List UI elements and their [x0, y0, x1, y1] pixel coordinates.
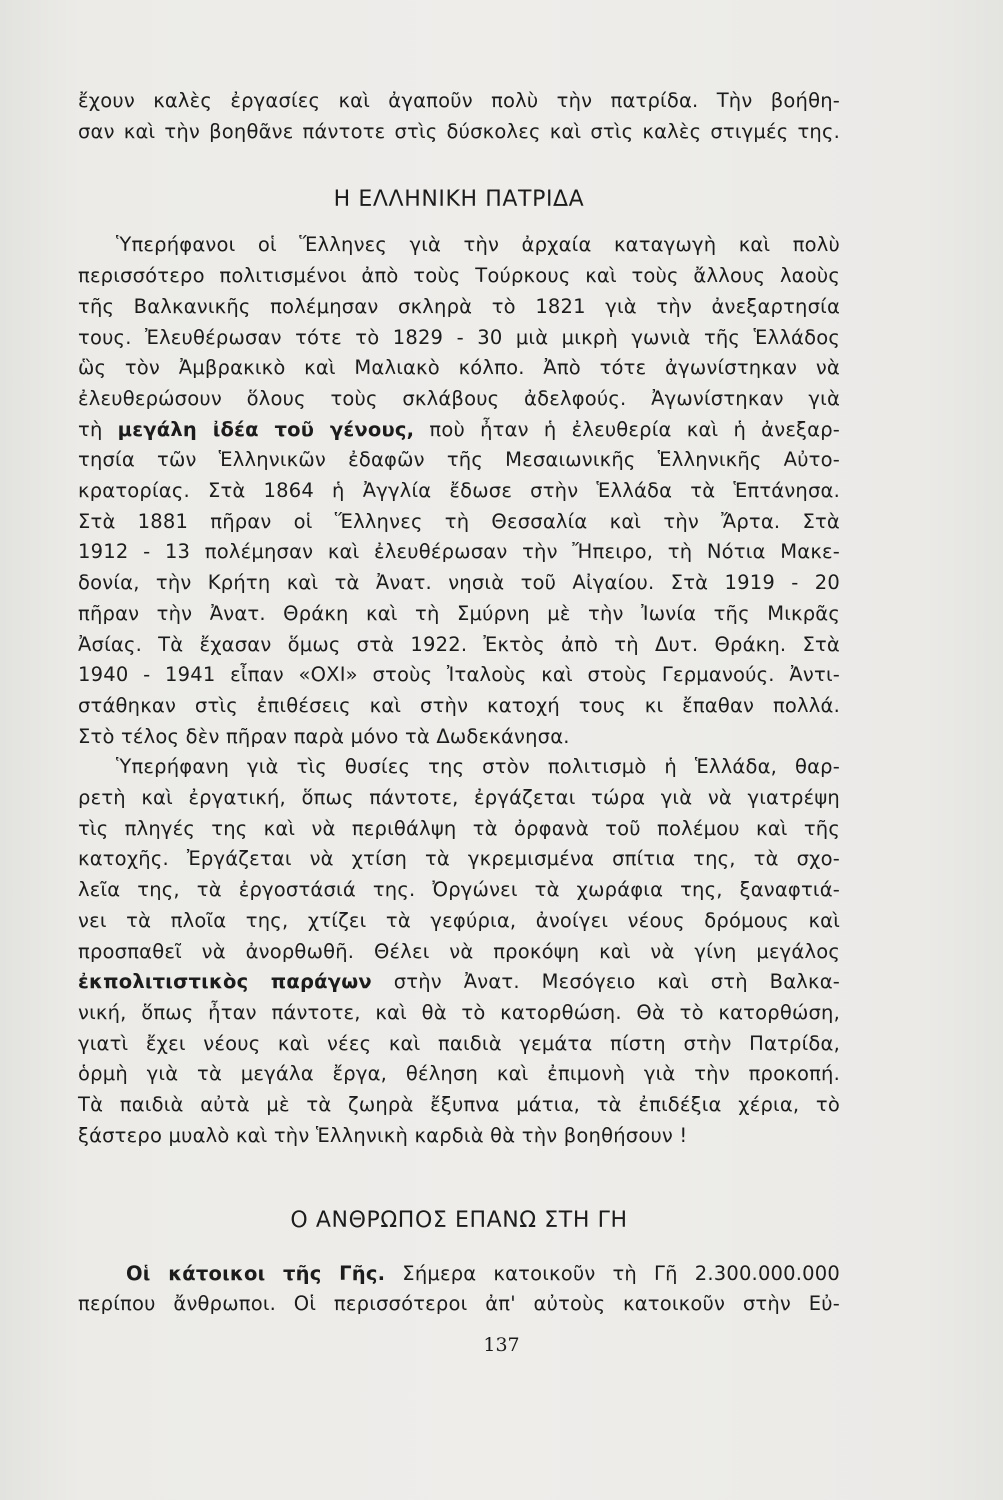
- text-line: σαν καὶ τὴν βοηθᾶνε πάντοτε στὶς δύσκολες καὶ στὶς καλὲς στιγμές της.: [78, 119, 840, 143]
- section-title: Η ΕΛΛΗΝΙΚΗ ΠΑΤΡΙΔΑ: [333, 187, 585, 213]
- text-line: Στὸ τέλος δὲν πῆραν παρὰ μόνο τὰ Δωδεκάνησα.: [78, 724, 570, 748]
- text-line: τησία τῶν Ἑλληνικῶν ἐδαφῶν τῆς Μεσαιωνικῆς Ἑλληνικῆς Αὐτο-: [78, 448, 840, 472]
- text-segment: ποὺ ἦταν ἡ ἐλευθερία καὶ ἡ ἀνεξαρ-: [414, 417, 841, 441]
- text-line: λεῖα της, τὰ ἐργοστάσιά της. Ὀργώνει τὰ χωράφια της, ξαναφτιά-: [78, 878, 840, 902]
- text-line: προσπαθεῖ νὰ ἀνορθωθῆ. Θέλει νὰ προκόψη καὶ νὰ γίνη μεγάλος: [78, 939, 840, 963]
- text-line: Ὑπερήφανη γιὰ τὶς θυσίες της στὸν πολιτισμὸ ἡ Ἑλλάδα, θαρ-: [116, 755, 840, 779]
- text-line: ὁρμὴ γιὰ τὰ μεγάλα ἔργα, θέληση καὶ ἐπιμονὴ γιὰ τὴν προκοπή.: [78, 1062, 840, 1086]
- text-line: γιατὶ ἔχει νέους καὶ νέες καὶ παιδιὰ γεμάτα πίστη στὴν Πατρίδα,: [78, 1031, 840, 1055]
- text-line: στάθηκαν στὶς ἐπιθέσεις καὶ στὴν κατοχή τους κι ἔπαθαν πολλά.: [78, 693, 840, 717]
- text-line: 1912 - 13 πολέμησαν καὶ ἐλευθέρωσαν τὴν Ἤπειρο, τὴ Νότια Μακε-: [78, 540, 840, 564]
- text-line: 1940 - 1941 εἶπαν «ΟΧΙ» στοὺς Ἰταλοὺς καὶ στοὺς Γερμανούς. Ἀντι-: [78, 663, 840, 687]
- text-line: περίπου ἄνθρωποι. Οἱ περισσότεροι ἀπ' αὐτοὺς κατοικοῦν στὴν Εὐ-: [78, 1292, 840, 1316]
- text-segment: στὴν Ἀνατ. Μεσόγειο καὶ στὴ Βαλκα-: [371, 970, 840, 994]
- text-line: πῆραν τὴν Ἀνατ. Θράκη καὶ τὴ Σμύρνη μὲ τὴν Ἰωνία τῆς Μικρᾶς: [78, 601, 840, 625]
- bold-phrase: Οἱ κάτοικοι τῆς Γῆς.: [126, 1261, 386, 1285]
- text-line: Ὑπερήφανοι οἱ Ἕλληνες γιὰ τὴν ἀρχαία καταγωγὴ καὶ πολὺ: [116, 233, 840, 257]
- text-line: τῆς Βαλκανικῆς πολέμησαν σκληρὰ τὸ 1821 γιὰ τὴν ἀνεξαρτησία: [78, 294, 840, 318]
- text-line: κρατορίας. Στὰ 1864 ἡ Ἀγγλία ἔδωσε στὴν Ἑλλάδα τὰ Ἑπτάνησα.: [78, 479, 840, 503]
- text-line: ξάστερο μυαλὸ καὶ τὴν Ἑλληνικὴ καρδιὰ θὰ τὴν βοηθήσουν !: [78, 1123, 688, 1147]
- page-number: 137: [483, 1334, 520, 1356]
- text-line: [78, 415, 840, 446]
- bold-phrase: ἐκπολιτιστικὸς παράγων: [78, 970, 372, 994]
- text-line: νική, ὅπως ἦταν πάντοτε, καὶ θὰ τὸ κατορθώση. Θὰ τὸ κατορθώση,: [78, 1000, 840, 1024]
- text-segment: Σήμερα κατοικοῦν τὴ Γῆ 2.300.000.000: [385, 1261, 840, 1285]
- text-line: ρετὴ καὶ ἐργατική, ὅπως πάντοτε, ἐργάζεται τώρα γιὰ νὰ γιατρέψη: [78, 786, 840, 810]
- text-line: Τὰ παιδιὰ αὐτὰ μὲ τὰ ζωηρὰ ἔξυπνα μάτια, τὰ ἐπιδέξια χέρια, τὸ: [78, 1093, 840, 1117]
- text-line: ἐλευθερώσουν ὅλους τοὺς σκλάβους ἀδελφούς. Ἀγωνίστηκαν γιὰ: [78, 386, 840, 410]
- text-segment: τὴ: [78, 417, 118, 441]
- text-line: Στὰ 1881 πῆραν οἱ Ἕλληνες τὴ Θεσσαλία καὶ τὴν Ἄρτα. Στὰ: [78, 509, 840, 533]
- text-line: ἔχουν καλὲς ἐργασίες καὶ ἀγαποῦν πολὺ τὴν πατρίδα. Τὴν βοήθη-: [78, 89, 840, 112]
- text-line: [78, 1259, 840, 1290]
- bold-phrase: μεγάλη ἰδέα τοῦ γένους,: [117, 417, 415, 441]
- text-line: νει τὰ πλοῖα της, χτίζει τὰ γεφύρια, ἀνοίγει νέους δρόμους καὶ: [78, 908, 840, 932]
- intro-paragraph: [78, 86, 840, 147]
- section-title: Ο ΑΝΘΡΩΠΟΣ ΕΠΑΝΩ ΣΤΗ ΓΗ: [290, 1207, 628, 1233]
- text-line: Ἀσίας. Τὰ ἔχασαν ὅμως στὰ 1922. Ἐκτὸς ἀπὸ τὴ Δυτ. Θράκη. Στὰ: [78, 632, 840, 656]
- text-line: δονία, τὴν Κρήτη καὶ τὰ Ἀνατ. νησιὰ τοῦ Αἰγαίου. Στὰ 1919 - 20: [78, 571, 840, 595]
- paragraph: [78, 752, 840, 1151]
- text-line: [78, 967, 840, 998]
- text-line: περισσότερο πολιτισμένοι ἀπὸ τοὺς Τούρκους καὶ τοὺς ἄλλους λαοὺς: [78, 264, 840, 288]
- paragraph: [78, 230, 840, 752]
- text-line: κατοχῆς. Ἐργάζεται νὰ χτίση τὰ γκρεμισμένα σπίτια της, τὰ σχο-: [78, 847, 840, 871]
- paragraph: [78, 1259, 840, 1320]
- text-line: ὣς τὸν Ἀμβρακικὸ καὶ Μαλιακὸ κόλπο. Ἀπὸ τότε ἀγωνίστηκαν νὰ: [78, 356, 840, 380]
- text-column: [78, 86, 840, 1320]
- text-line: τους. Ἐλευθέρωσαν τότε τὸ 1829 - 30 μιὰ μικρὴ γωνιὰ τῆς Ἑλλάδος: [78, 325, 840, 349]
- text-line: τὶς πληγές της καὶ νὰ περιθάλψη τὰ ὀρφανὰ τοῦ πολέμου καὶ τῆς: [78, 816, 840, 840]
